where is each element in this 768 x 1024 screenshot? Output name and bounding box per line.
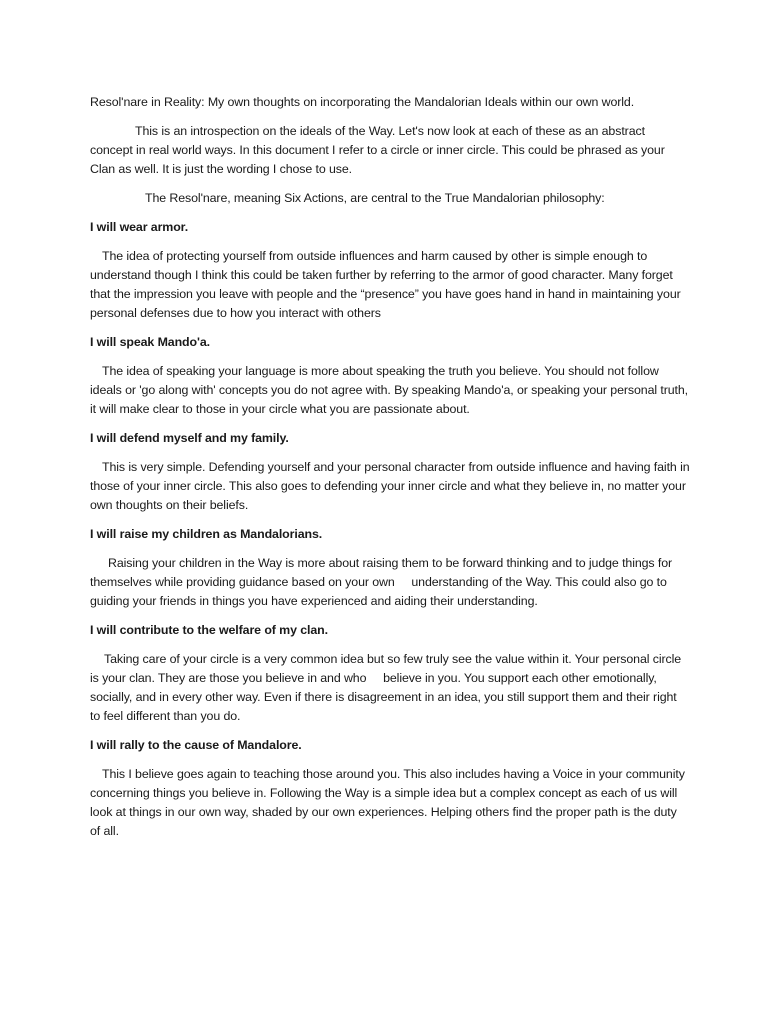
section-heading-children: I will raise my children as Mandalorians. xyxy=(90,527,323,541)
document-body xyxy=(90,93,690,851)
section-heading-defend: I will defend myself and my family. xyxy=(90,431,289,445)
document-title: Resol'nare in Reality: My own thoughts on incorporating the Mandalorian Ideals within our own world. xyxy=(90,95,635,109)
section-body-mandoa: The idea of speaking your language is more about speaking the truth you believe. You should not follow ideals or 'go along with' concepts you do not agree with. By speaking Mando'a, or speaking your personal truth, it will make clear to those in your circle what you are passionate about. xyxy=(90,364,688,416)
intro-paragraph: This is an introspection on the ideals of the Way. Let's now look at each of these as an abstract concept in real world ways. In this document I refer to a circle or inner circle. This could be phrased as your Clan as well. It is just the wording I chose to use. xyxy=(90,124,665,176)
section-body-children: Raising your children in the Way is more about raising them to be forward thinking and to judge things for themselves while providing guidance based on your own understanding of the Way. This could also go to guiding your friends in things you have experienced and aiding their understanding. xyxy=(90,556,676,608)
section-body-armor: The idea of protecting yourself from outside influences and harm caused by other is simple enough to understand though I think this could be taken further by referring to the armor of good character. Many forget that the impression you leave with people and the “presence” you have goes hand in hand in maintaining your personal defenses due to how you interact with others xyxy=(90,249,681,320)
section-heading-mandalore: I will rally to the cause of Mandalore. xyxy=(90,738,302,752)
section-heading-clan: I will contribute to the welfare of my clan. xyxy=(90,623,328,637)
section-body-mandalore: This I believe goes again to teaching those around you. This also includes having a Voice in your community concerning things you believe in. Following the Way is a simple idea but a complex concept as each of us will look at things in our own way, shaded by our own experiences. Helping others find the proper path is the duty of all. xyxy=(90,767,685,838)
section-body-clan: Taking care of your circle is a very common idea but so few truly see the value within it. Your personal circle is your clan. They are those you believe in and who believe in you. You support each other emotionally, socially, and in every other way. Even if there is disagreement in an idea, you still support them and their right to feel different than you do. xyxy=(90,652,685,723)
section-body-defend: This is very simple. Defending yourself and your personal character from outside influence and having faith in those of your inner circle. This also goes to defending your inner circle and what they believe in, no matter your own thoughts on their beliefs. xyxy=(90,460,690,512)
section-heading-mandoa: I will speak Mando'a. xyxy=(90,335,210,349)
lead-paragraph: The Resol'nare, meaning Six Actions, are central to the True Mandalorian philosophy: xyxy=(145,191,605,205)
section-heading-armor: I will wear armor. xyxy=(90,220,189,234)
